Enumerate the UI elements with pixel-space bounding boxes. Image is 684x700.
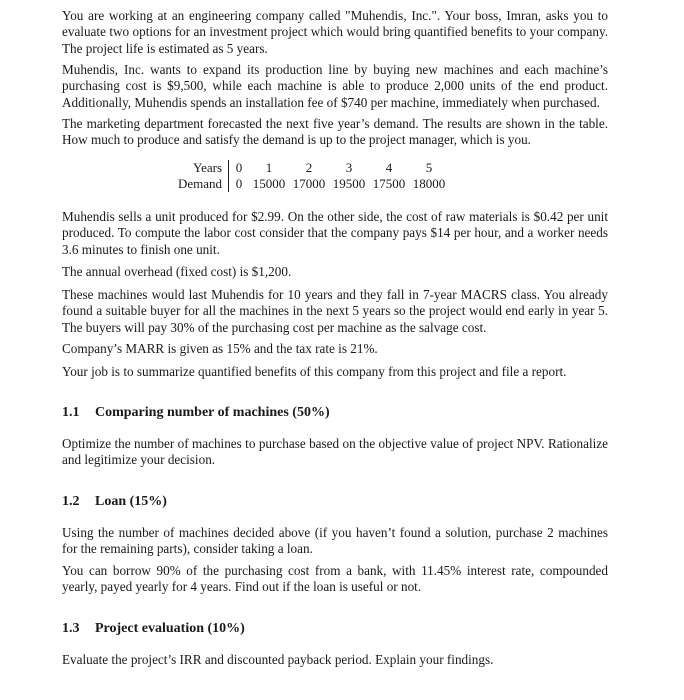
year-cell: 1 [265,160,273,175]
section-number: 1.1 [62,405,80,420]
marr-paragraph: Company’s MARR is given as 15% and the tax rate is 21%. [62,341,378,356]
overhead-paragraph: The annual overhead (fixed cost) is $1,200. [62,264,292,279]
section-evaluation-text: Evaluate the project’s IRR and discounted payback period. Explain your findings. [62,652,494,667]
section-loan-text-1: Using the number of machines decided above (if you haven’t found a solution, purchase 2 machines for the remaining parts), consider taking a loan. [62,525,608,557]
demand-label: Demand [178,176,229,192]
demand-cell: 15000 [252,176,286,191]
demand-table [178,160,449,192]
section-heading-evaluation [62,620,245,637]
demand-row [178,176,449,192]
depreciation-paragraph: These machines would last Muhendis for 10 years and they fall in 7-year MACRS class. You already found a suitable buyer for all the machines in the next 5 years so the project would end early in year 5. The buyers will pay 30% of the purchasing cost per machine as the salvage cost. [62,287,608,335]
section-title: Comparing number of machines (50%) [95,405,330,420]
section-title: Loan (15%) [95,494,167,509]
section-number: 1.2 [62,494,80,509]
section-machines-text: Optimize the number of machines to purchase based on the objective value of project NPV. Rationalize and legitimize your decision. [62,436,608,468]
year-cell: 0 [235,160,243,175]
section-loan-text-2: You can borrow 90% of the purchasing cost from a bank, with 11.45% interest rate, compounded yearly, payed yearly for 4 years. Find out if the loan is useful or not. [62,563,608,595]
pricing-paragraph: Muhendis sells a unit produced for $2.99. On the other side, the cost of raw materials is $0.42 per unit produced. To compute the labor cost consider that the company pays $14 per hour, and a worker needs 3.6 minutes to finish one unit. [62,209,608,257]
year-cell: 4 [385,160,393,175]
section-heading-loan [62,493,167,510]
years-label: Years [178,160,229,176]
task-paragraph: Your job is to summarize quantified benefits of this company from this project and file a report. [62,364,567,379]
section-title: Project evaluation (10%) [95,621,245,636]
demand-cell: 0 [235,176,243,191]
year-cell: 3 [345,160,353,175]
intro-paragraph-demand: The marketing department forecasted the next five year’s demand. The results are shown in the table. How much to produce and satisfy the demand is up to the project manager, which is you. [62,116,608,148]
intro-paragraph-machines: Muhendis, Inc. wants to expand its production line by buying new machines and each machine’s purchasing cost is $9,500, while each machine is able to produce 2,000 units of the end product. Additionally, Muhendis spends an installation fee of $740 per machine, immediately when purchased. [62,62,608,110]
demand-cell: 19500 [332,176,366,191]
section-number: 1.3 [62,621,80,636]
year-cell: 5 [425,160,433,175]
intro-paragraph-company: You are working at an engineering company called "Muhendis, Inc.". Your boss, Imran, asks you to evaluate two options for an investment project which would bring quantified benefits to your company. The project life is estimated as 5 years. [62,8,608,56]
years-row [178,160,449,176]
demand-cell: 18000 [412,176,446,191]
demand-cell: 17000 [292,176,326,191]
demand-cell: 17500 [372,176,406,191]
year-cell: 2 [305,160,313,175]
section-heading-machines [62,404,330,421]
